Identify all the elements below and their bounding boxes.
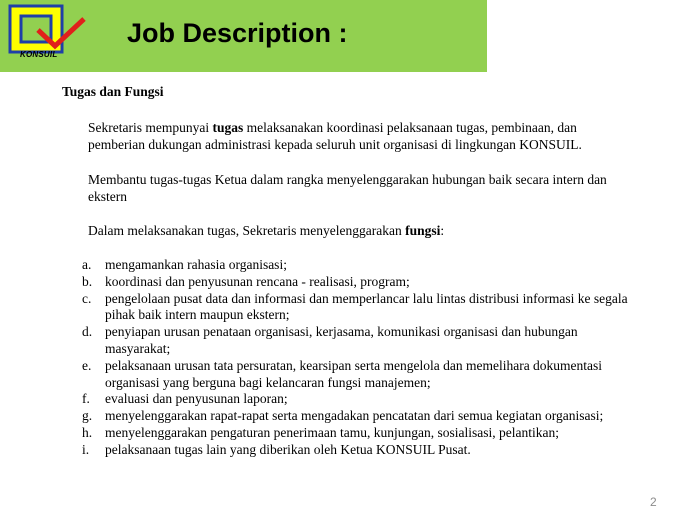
list-item [82, 324, 642, 358]
intro-paragraph-1 [88, 119, 628, 153]
logo-text: KONSUIL [20, 50, 58, 59]
page-number: 2 [650, 495, 657, 509]
intro-paragraph-2: Membantu tugas-tugas Ketua dalam rangka menyelenggarakan hubungan baik secara intern dan ekstern [88, 172, 607, 204]
intro-p1-rest: melaksanakan koordinasi pelaksanaan tugas, pembinaan, dan pemberian dukungan administrasi kepada seluruh unit organisasi di lingkungan KONSUIL. [88, 120, 582, 152]
list-letter: e. [82, 357, 92, 373]
list-text: koordinasi dan penyusunan rencana - realisasi, program; [105, 273, 410, 289]
list-letter: b. [82, 273, 93, 289]
intro-p3-text: Dalam melaksanakan tugas, Sekretaris menyelenggarakan [88, 223, 406, 238]
list-text: pelaksanaan urusan tata persuratan, kearsipan serta mengelola dan memelihara dokumentasi organisasi yang berguna bagi kelancaran fungsi manajemen; [105, 357, 603, 390]
list-text: mengamankan rahasia organisasi; [105, 257, 287, 272]
intro-paragraph-3 [88, 222, 628, 239]
list-letter: g. [82, 408, 93, 424]
list-text: menyelenggarakan pengaturan penerimaan tamu, kunjungan, sosialisasi, pelantikan; [105, 424, 559, 440]
header-banner [0, 0, 487, 72]
list-item [82, 358, 642, 392]
list-item [82, 408, 642, 425]
list-item [82, 425, 642, 442]
list-item [82, 291, 642, 325]
intro-p3-rest: : [440, 223, 445, 238]
intro-p1-bold: tugas [212, 120, 244, 135]
list-letter: f. [82, 391, 90, 407]
list-text: pelaksanaan tugas lain yang diberikan oleh Ketua KONSUIL Pusat. [105, 441, 471, 457]
intro-p1-text: Sekretaris mempunyai [88, 120, 213, 135]
intro-p3-bold: fungsi [405, 223, 441, 238]
list-item [82, 442, 642, 459]
list-letter: a. [82, 257, 92, 272]
list-item [82, 391, 642, 408]
page-title: Job Description : [127, 18, 348, 48]
list-letter: i. [82, 441, 90, 457]
list-letter: h. [82, 424, 93, 440]
list-item [82, 257, 642, 274]
list-text: evaluasi dan penyusunan laporan; [105, 391, 288, 407]
list-letter: d. [82, 324, 93, 340]
list-text: penyiapan urusan penataan organisasi, kerjasama, komunikasi organisasi dan hubungan masyarakat; [105, 324, 578, 356]
functions-list [82, 257, 642, 459]
list-text: pengelolaan pusat data dan informasi dan memperlancar lalu lintas distribusi informasi ke segala pihak baik intern maupun ekstern; [105, 290, 628, 323]
section-title: Tugas dan Fungsi [62, 84, 164, 99]
list-text: menyelenggarakan rapat-rapat serta mengadakan pencatatan dari semua kegiatan organisasi; [105, 408, 604, 424]
list-item [82, 274, 642, 291]
list-letter: c. [82, 290, 92, 306]
